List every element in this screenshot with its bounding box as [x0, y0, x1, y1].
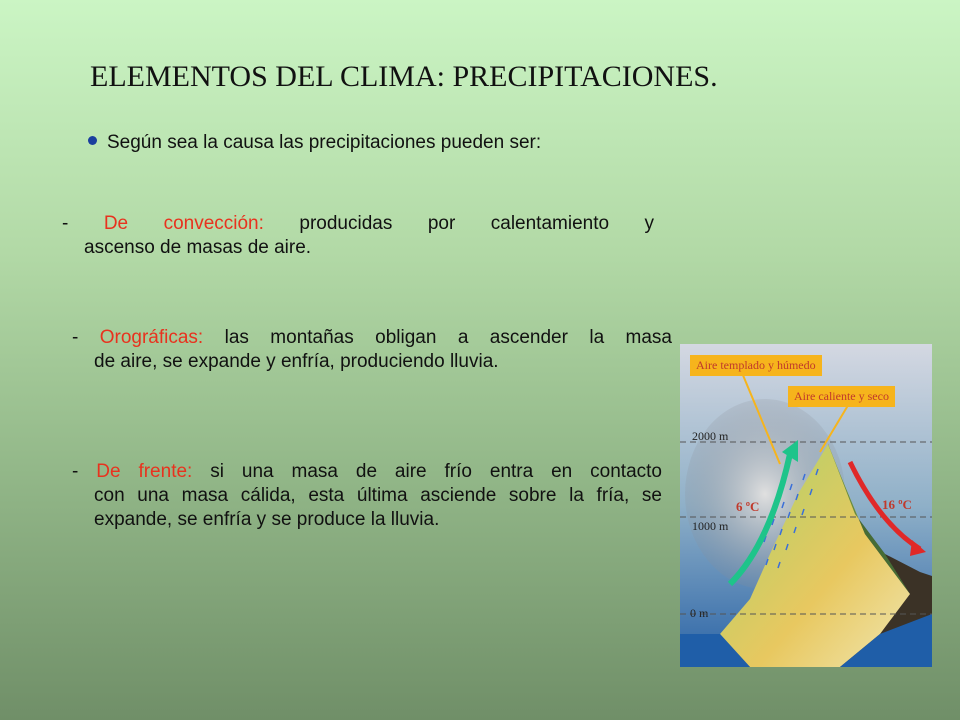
- bullet-icon: [88, 136, 97, 145]
- item-text-first: si una masa de aire frío entra en contacto: [192, 461, 662, 482]
- intro-line: [88, 132, 541, 154]
- item-prefix: -: [62, 213, 104, 234]
- item-text-rest: de aire, se expande y enfría, produciendo lluvia.: [94, 351, 499, 372]
- item-conveccion: [62, 212, 654, 260]
- item-prefix: -: [72, 327, 100, 348]
- item-text-rest: ascenso de masas de aire.: [84, 237, 312, 258]
- label-dry-air: Aire caliente y seco: [788, 386, 895, 407]
- altitude-2000: 2000 m: [692, 429, 729, 443]
- altitude-0: 0 m: [690, 606, 709, 620]
- item-text-rest: con una masa cálida, esta última asciende sobre la fría, se expande, se enfría y se produce la lluvia.: [94, 485, 662, 530]
- item-prefix: -: [72, 461, 97, 482]
- page-title: ELEMENTOS DEL CLIMA: PRECIPITACIONES.: [90, 60, 718, 93]
- item-term: De frente:: [96, 461, 193, 482]
- item-text-first: las montañas obligan a ascender la masa: [203, 327, 673, 348]
- item-orograficas: [72, 326, 672, 374]
- item-term: De convección:: [103, 213, 264, 234]
- item-term: Orográficas:: [99, 327, 204, 348]
- temp-cold: 6 ºC: [736, 499, 760, 514]
- item-first-line: [62, 212, 654, 236]
- altitude-1000: 1000 m: [692, 519, 729, 533]
- item-frente: [72, 460, 662, 532]
- item-first-line: [72, 460, 662, 484]
- temp-hot: 16 ºC: [882, 497, 912, 512]
- intro-text: Según sea la causa las precipitaciones pueden ser:: [107, 132, 542, 153]
- item-first-line: [72, 326, 672, 350]
- item-text-first: producidas por calentamiento y: [263, 213, 655, 234]
- label-humid-air: Aire templado y húmedo: [690, 355, 822, 376]
